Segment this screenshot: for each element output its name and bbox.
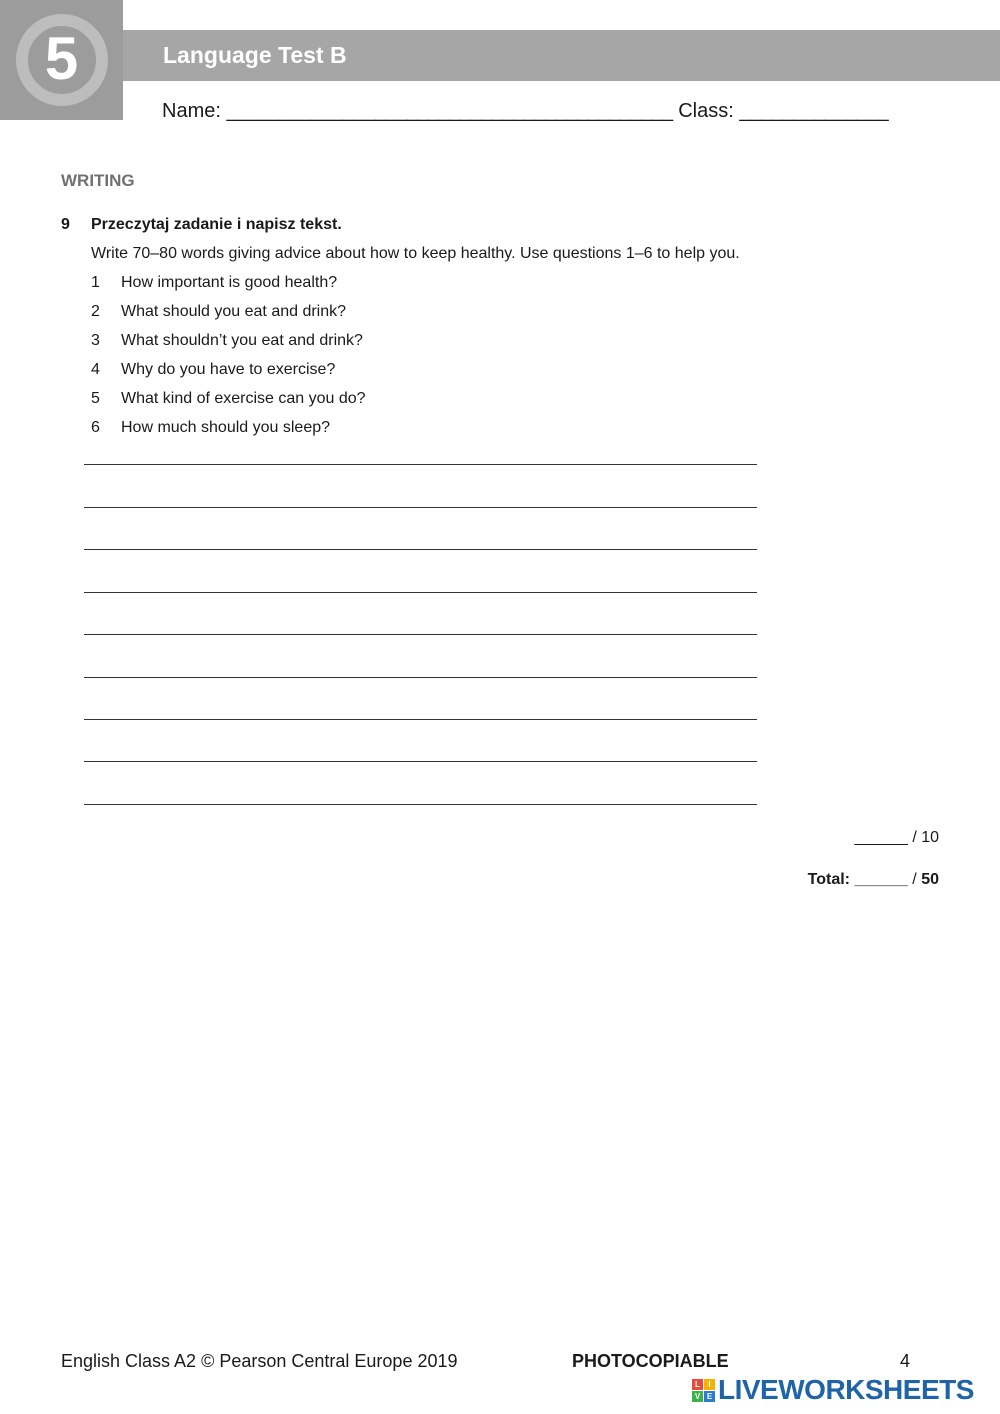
question-text: What should you eat and drink? — [121, 303, 347, 320]
task-title: Przeczytaj zadanie i napisz tekst. — [91, 216, 342, 233]
liveworksheets-logo — [692, 1375, 974, 1405]
answer-line[interactable] — [84, 719, 757, 720]
question-item — [91, 390, 366, 419]
question-item — [91, 332, 366, 361]
class-label: Class: — [678, 100, 734, 122]
question-number: 4 — [91, 361, 100, 378]
question-text: What kind of exercise can you do? — [121, 390, 366, 407]
question-text: How much should you sleep? — [121, 419, 331, 436]
answer-line[interactable] — [84, 592, 757, 593]
title-bar — [123, 30, 1000, 81]
task-score-field[interactable]: ______ — [854, 829, 908, 846]
name-class-row — [162, 100, 888, 123]
task-instruction: Write 70–80 words giving advice about how to keep healthy. Use questions 1–6 to help you. — [91, 245, 740, 262]
logo-wordmark: LIVEWORKSHEETS — [718, 1374, 974, 1405]
question-text: What shouldn’t you eat and drink? — [121, 332, 363, 349]
section-heading: WRITING — [61, 171, 135, 190]
logo-block-l: L — [692, 1379, 703, 1390]
question-number: 2 — [91, 303, 100, 320]
name-label: Name: — [162, 100, 221, 122]
unit-number: 5 — [44, 25, 79, 92]
answer-line[interactable] — [84, 761, 757, 762]
question-number: 1 — [91, 274, 100, 291]
task-score — [854, 829, 939, 847]
page-title: Language Test B — [163, 42, 347, 68]
answer-line[interactable] — [84, 549, 757, 550]
total-label: Total: — [807, 871, 850, 888]
footer-photocopiable: PHOTOCOPIABLE — [572, 1351, 729, 1371]
answer-line[interactable] — [84, 804, 757, 805]
task-number: 9 — [61, 216, 70, 233]
total-score-field[interactable]: ______ — [854, 871, 908, 888]
answer-line[interactable] — [84, 507, 757, 508]
question-text: How important is good health? — [121, 274, 338, 291]
logo-block-v: V — [692, 1391, 703, 1402]
unit-badge — [0, 0, 123, 120]
total-score — [808, 871, 939, 889]
question-number: 6 — [91, 419, 100, 436]
question-text: Why do you have to exercise? — [121, 361, 336, 378]
question-item — [91, 274, 366, 303]
answer-line[interactable] — [84, 464, 757, 465]
logo-block-e: E — [704, 1391, 715, 1402]
question-item — [91, 303, 366, 332]
logo-block-i: I — [704, 1379, 715, 1390]
question-list — [91, 274, 366, 448]
class-field[interactable]: ______________ — [739, 100, 889, 122]
question-item — [91, 361, 366, 390]
task-score-max: / 10 — [912, 829, 939, 846]
answer-line[interactable] — [84, 634, 757, 635]
question-number: 5 — [91, 390, 100, 407]
total-max: 50 — [921, 871, 939, 888]
footer-copyright: English Class A2 © Pearson Central Europe 2019 — [61, 1351, 458, 1371]
page-number: 4 — [900, 1351, 911, 1371]
total-slash: / — [912, 871, 917, 888]
question-number: 3 — [91, 332, 100, 349]
name-field[interactable]: __________________________________________ — [226, 100, 673, 122]
logo-blocks-icon — [692, 1379, 715, 1402]
answer-line[interactable] — [84, 677, 757, 678]
question-item — [91, 419, 366, 448]
